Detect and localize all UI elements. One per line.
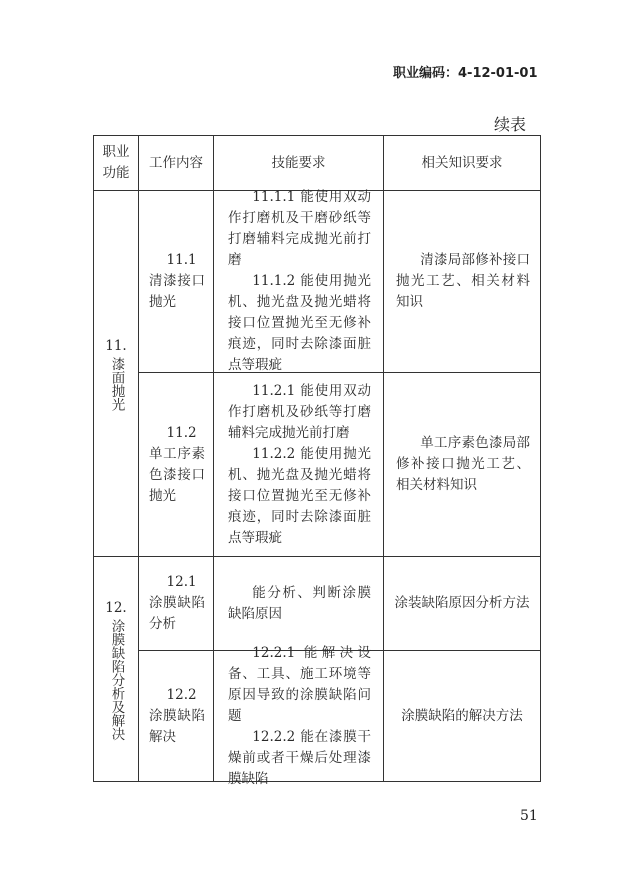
skill-item: 11.2.1 能使用双动作打磨机及砂纸等打磨辅料完成抛光前打磨 [228, 382, 371, 441]
function-number: 12. [105, 599, 127, 616]
skill-requirements [214, 373, 383, 556]
skill-item: 11.2.2 能使用抛光机、抛光盘及抛光蜡将接口位置抛光至无修补痕迹，同时去除漆面脏点等瑕疵 [228, 445, 371, 546]
knowledge-text: 涂装缺陷原因分析方法 [394, 595, 530, 611]
knowledge-requirements [384, 651, 540, 781]
work-content-text: 11.1 清漆接口抛光 [149, 252, 205, 310]
col-header-skills: 技能要求 [271, 154, 326, 171]
page-number: 51 [520, 808, 538, 824]
function-number: 11. [105, 338, 127, 354]
occupation-code: 职业编码：4-12-01-01 [393, 66, 538, 81]
knowledge-text: 单工序素色漆局部修补接口抛光工艺、相关材料知识 [396, 435, 530, 493]
work-content-text: 11.2 单工序素色漆接口抛光 [149, 424, 205, 504]
work-content [139, 373, 213, 556]
function-12 [94, 557, 138, 781]
work-content [139, 191, 213, 372]
skill-item: 12.2.1 能解决设备、工具、施工环境等原因导致的涂膜缺陷问题 [228, 644, 371, 724]
knowledge-requirements [384, 191, 540, 372]
knowledge-text: 清漆局部修补接口抛光工艺、相关材料知识 [396, 252, 530, 310]
skill-requirements [214, 557, 383, 650]
work-content [139, 557, 213, 650]
col-header-content: 工作内容 [149, 154, 203, 171]
skill-item: 11.1.2 能使用抛光机、抛光盘及抛光蜡将接口位置抛光至无修补痕迹，同时去除漆面脏点等瑕疵 [228, 273, 371, 373]
knowledge-requirements [384, 373, 540, 556]
work-content [139, 651, 213, 781]
knowledge-requirements [384, 557, 540, 650]
skill-requirements [214, 191, 383, 372]
skill-item: 能分析、判断涂膜缺陷原因 [228, 584, 371, 622]
work-content-text: 12.2 涂膜缺陷解决 [149, 686, 205, 745]
skill-item: 12.2.2 能在漆膜干燥前或者干燥后处理漆膜缺陷 [228, 728, 371, 787]
skill-requirements [214, 644, 383, 787]
continued-label: 续表 [494, 115, 527, 134]
col-header-knowledge: 相关知识要求 [421, 154, 503, 171]
knowledge-text: 涂膜缺陷的解决方法 [401, 707, 523, 724]
function-name: 漆面抛光 [108, 357, 125, 411]
col-header-function: 职业功能 [102, 144, 130, 181]
skills-table [93, 135, 541, 787]
skill-item: 11.1.1 能使用双动作打磨机及干磨砂纸等打磨辅料完成抛光前打磨 [228, 189, 371, 268]
work-content-text: 12.1 涂膜缺陷分析 [149, 574, 205, 632]
function-11 [94, 191, 138, 556]
function-name: 涂膜缺陷分析及解决 [108, 618, 125, 741]
